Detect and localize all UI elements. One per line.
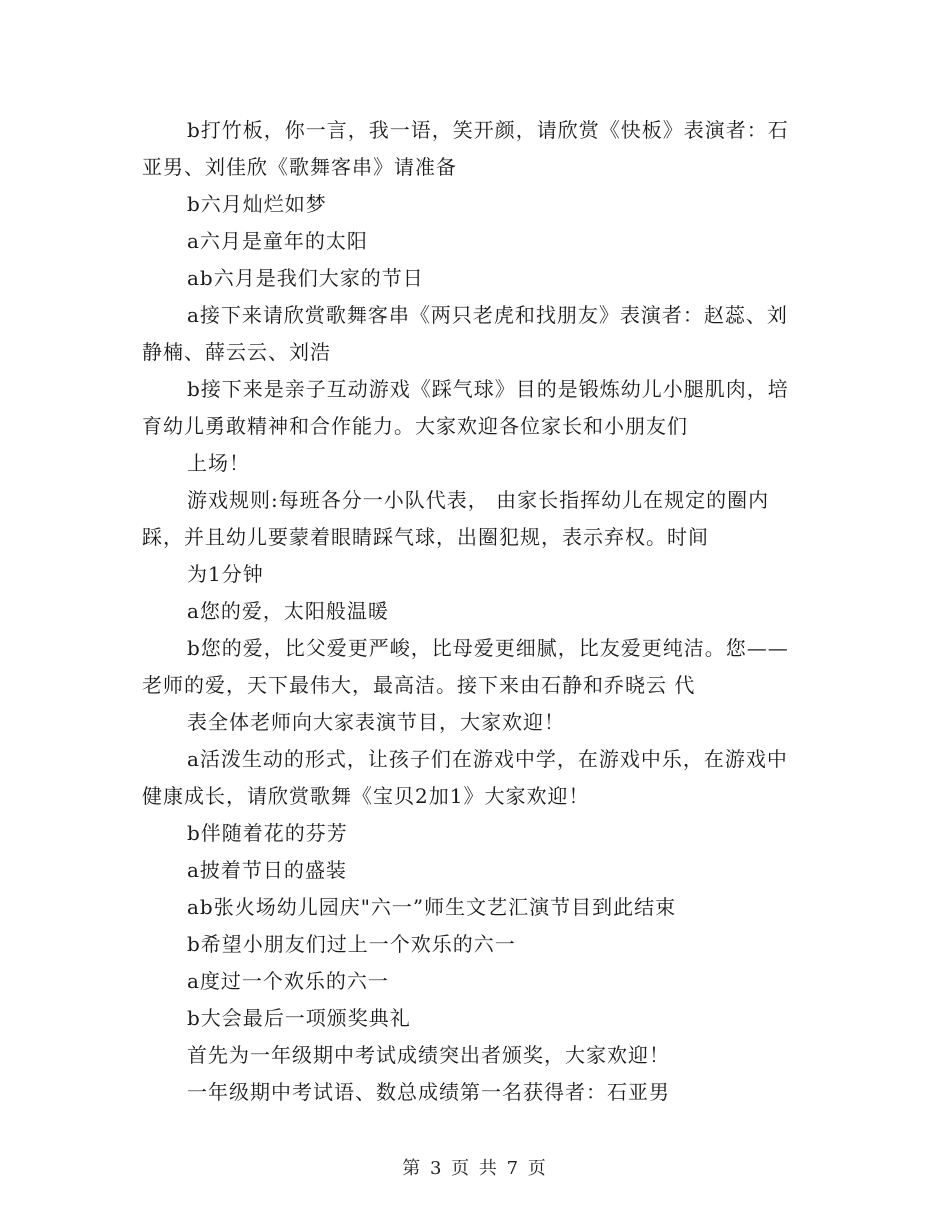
text-line: a活泼生动的形式，让孩子们在游戏中学，在游戏中乐，在游戏中 <box>187 747 788 771</box>
text-line: 首先为一年级期中考试成绩突出者颁奖，大家欢迎！ <box>187 1043 670 1067</box>
text-line: b接下来是亲子互动游戏《踩气球》目的是锻炼幼儿小腿肌肉，培 <box>187 377 789 401</box>
text-line: 表全体老师向大家表演节目，大家欢迎！ <box>187 710 565 734</box>
text-line: a六月是童年的太阳 <box>187 229 368 253</box>
text-line: b伴随着花的芬芳 <box>187 821 348 845</box>
text-line: 上场！ <box>187 451 250 475</box>
text-line: 亚男、刘佳欣《歌舞客串》请准备 <box>142 155 457 179</box>
text-line: 健康成长，请欣赏歌舞《宝贝2加1》大家欢迎！ <box>142 784 590 808</box>
text-line: b六月灿烂如梦 <box>187 192 327 216</box>
text-line: 游戏规则:每班各分一小队代表， 由家长指挥幼儿在规定的圈内 <box>187 488 770 512</box>
text-line: 为1分钟 <box>187 562 264 586</box>
text-line: 育幼儿勇敢精神和合作能力。大家欢迎各位家长和小朋友们 <box>142 414 688 438</box>
text-line: a接下来请欣赏歌舞客串《两只老虎和找朋友》表演者：赵蕊、刘 <box>187 303 788 327</box>
text-line: 静楠、薛云云、刘浩 <box>142 340 331 364</box>
text-line: b大会最后一项颁奖典礼 <box>187 1006 411 1030</box>
text-line: a披着节日的盛装 <box>187 858 347 882</box>
text-line: a度过一个欢乐的六一 <box>187 969 389 993</box>
text-line: ab张火场幼儿园庆"六一”师生文艺汇演节目到此结束 <box>187 895 677 919</box>
text-line: a您的爱，太阳般温暖 <box>187 599 389 623</box>
text-line: 踩，并且幼儿要蒙着眼睛踩气球，出圈犯规，表示弃权。时间 <box>142 525 709 549</box>
page-footer: 第 3 页 共 7 页 <box>402 1158 548 1179</box>
text-line: b打竹板，你一言，我一语，笑开颜，请欣赏《快板》表演者：石 <box>187 118 789 142</box>
text-line: 老师的爱，天下最伟大，最高洁。接下来由石静和乔晓云 代 <box>142 673 696 697</box>
text-line: b您的爱，比父爱更严峻，比母爱更细腻，比友爱更纯洁。您—— <box>187 636 789 660</box>
text-line: 一年级期中考试语、数总成绩第一名获得者：石亚男 <box>187 1080 670 1104</box>
document-body <box>142 112 812 1111</box>
text-line: ab六月是我们大家的节日 <box>187 266 424 290</box>
text-line: b希望小朋友们过上一个欢乐的六一 <box>187 932 516 956</box>
